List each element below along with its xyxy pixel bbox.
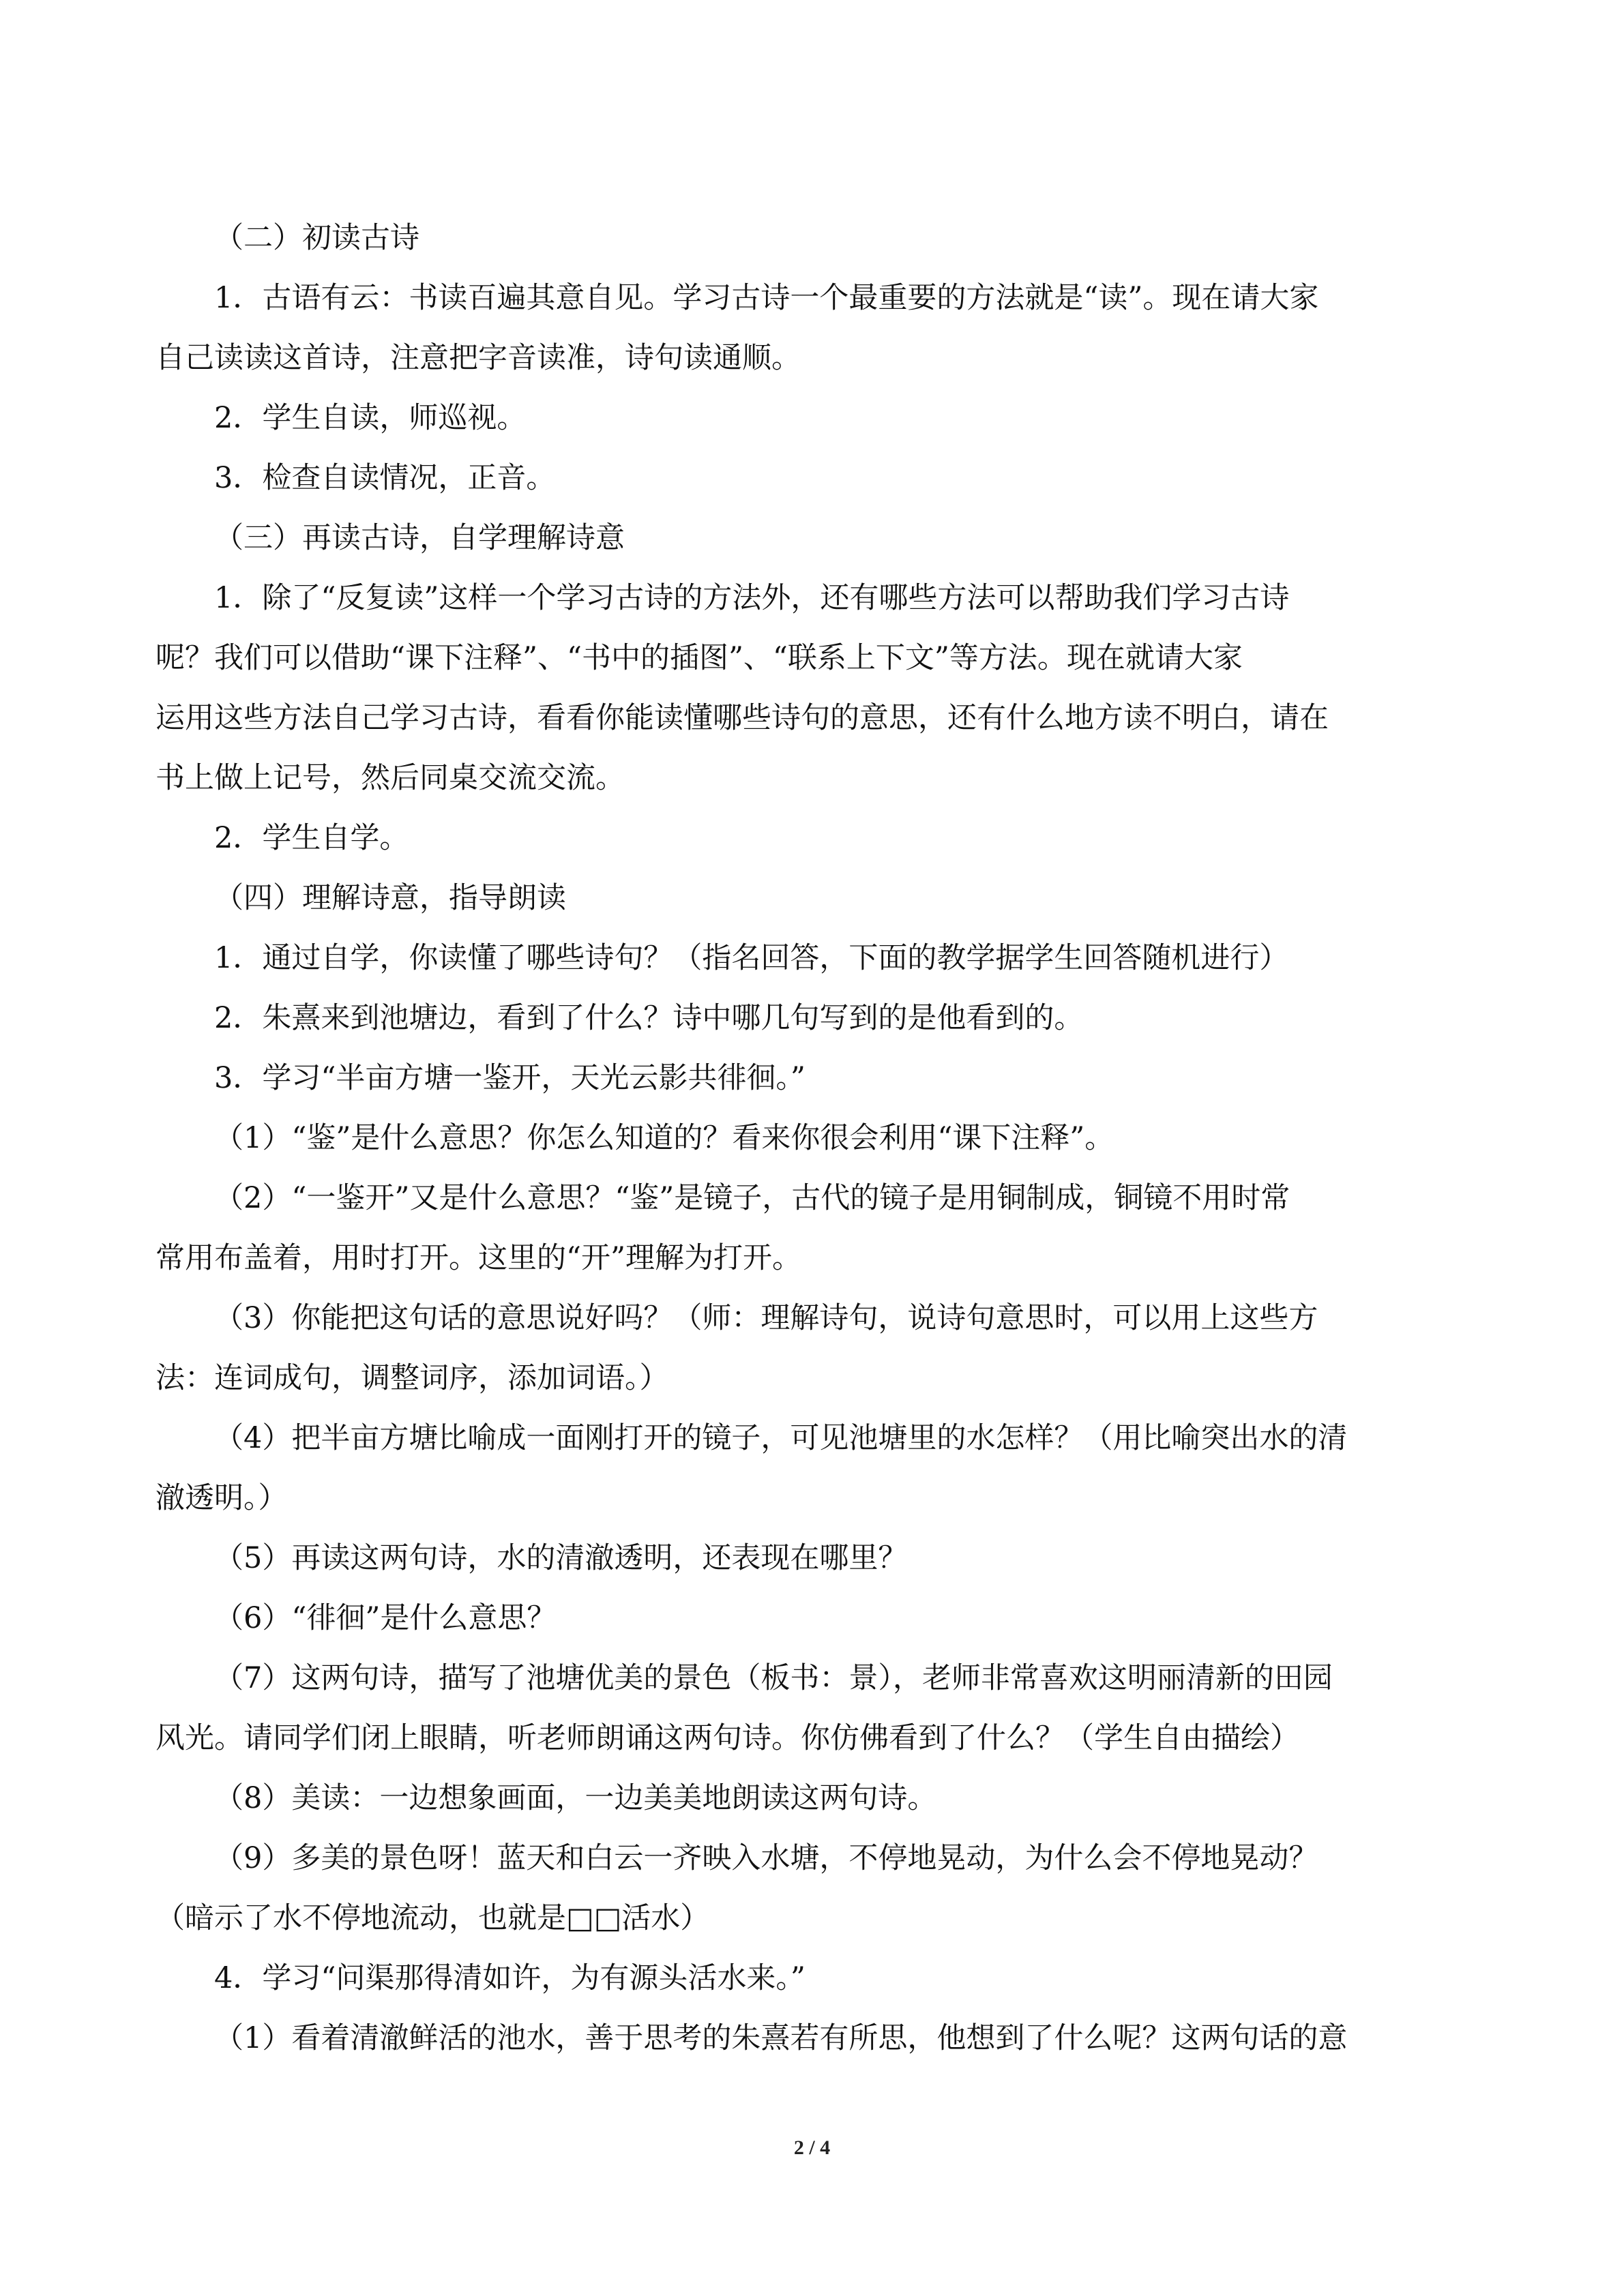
text-line: 书上做上记号，然后同桌交流交流。 [156,761,625,795]
text-line: 2．学生自学。 [214,821,409,855]
text-line: （7）这两句诗，描写了池塘优美的景色（板书：景），老师非常喜欢这明丽清新的田园 [214,1661,1333,1695]
document-body [156,208,1472,2068]
text-line: （1）“鉴”是什么意思？你怎么知道的？看来你很会利用“课下注释”。 [214,1121,1114,1155]
text-line: （三）再读古诗，自学理解诗意 [214,521,625,555]
text-line: 2．朱熹来到池塘边，看到了什么？诗中哪几句写到的是他看到的。 [214,1001,1084,1035]
text-line: （暗示了水不停地流动，也就是□□活水） [156,1901,710,1935]
text-line: 常用布盖着，用时打开。这里的“开”理解为打开。 [156,1241,801,1275]
page-number: 2 / 4 [793,2136,831,2159]
text-line: 法：连词成句，调整词序，添加词语。） [156,1361,669,1395]
text-line: 3．学习“半亩方塘一鉴开，天光云影共徘徊。” [214,1061,806,1095]
text-line: （2）“一鉴开”又是什么意思？“鉴”是镜子，古代的镜子是用铜制成，铜镜不用时常 [214,1181,1290,1215]
text-line: （四）理解诗意，指导朗读 [214,881,566,915]
text-line: 风光。请同学们闭上眼睛，听老师朗诵这两句诗。你仿佛看到了什么？（学生自由描绘） [156,1721,1299,1755]
text-line: 4．学习“问渠那得清如许，为有源头活水来。” [214,1961,806,1995]
text-line: （9）多美的景色呀！蓝天和白云一齐映入水塘，不停地晃动，为什么会不停地晃动？ [214,1841,1318,1875]
text-line: （4）把半亩方塘比喻成一面刚打开的镜子，可见池塘里的水怎样？（用比喻突出水的清 [214,1421,1348,1455]
text-line: 自己读读这首诗，注意把字音读准，诗句读通顺。 [156,341,801,375]
text-line: 澈透明。） [156,1481,288,1515]
text-line: （5）再读这两句诗，水的清澈透明，还表现在哪里？ [214,1541,908,1575]
text-line: 1．除了“反复读”这样一个学习古诗的方法外，还有哪些方法可以帮助我们学习古诗 [214,581,1290,615]
text-line: （8）美读：一边想象画面，一边美美地朗读这两句诗。 [214,1781,937,1815]
text-line: 1．古语有云：书读百遍其意自见。学习古诗一个最重要的方法就是“读”。现在请大家 [214,281,1319,315]
text-line: 呢？我们可以借助“课下注释”、“书中的插图”、“联系上下文”等方法。现在就请大家 [156,641,1243,675]
text-line: （3）你能把这句话的意思说好吗？（师：理解诗句，说诗句意思时，可以用上这些方 [214,1301,1318,1335]
text-line: 2．学生自读，师巡视。 [214,401,527,435]
text-line: 3．检查自读情况，正音。 [214,461,556,495]
text-line: 运用这些方法自己学习古诗，看看你能读懂哪些诗句的意思，还有什么地方读不明白，请在 [156,701,1329,735]
text-line: （1）看着清澈鲜活的池水，善于思考的朱熹若有所思，他想到了什么呢？这两句话的意 [214,2021,1348,2055]
text-line: （6）“徘徊”是什么意思？ [214,1601,557,1635]
text-line: 1．通过自学，你读懂了哪些诗句？（指名回答，下面的教学据学生回答随机进行） [214,941,1289,975]
text-line: （二）初读古诗 [214,221,419,255]
